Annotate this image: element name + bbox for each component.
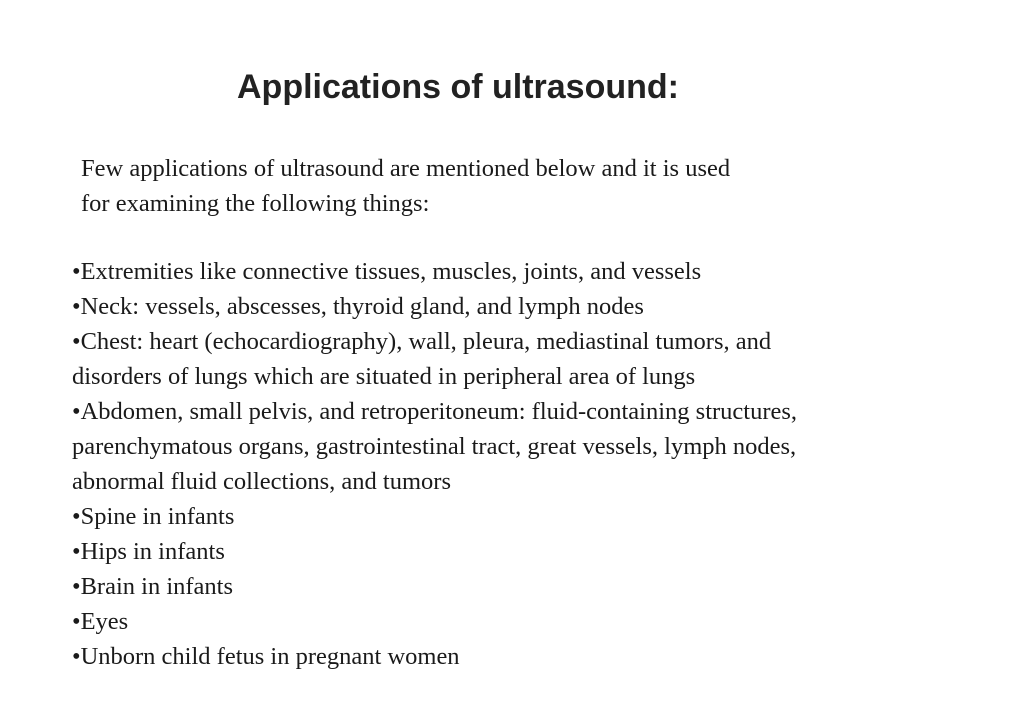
list-item-line: •Spine in infants: [72, 503, 235, 530]
list-item-line: disorders of lungs which are situated in peripheral area of lungs: [72, 363, 696, 390]
list-item-line: •Eyes: [72, 608, 129, 635]
list-item-line: •Neck: vessels, abscesses, thyroid gland, and lymph nodes: [72, 293, 644, 320]
intro-line: for examining the following things:: [81, 190, 430, 217]
list-item-brain: [72, 569, 797, 604]
list-item-line: •Unborn child fetus in pregnant women: [72, 643, 460, 670]
list-item-line: •Hips in infants: [72, 538, 225, 565]
list-item-neck: [72, 289, 797, 324]
list-item-line: parenchymatous organs, gastrointestinal tract, great vessels, lymph nodes,: [72, 433, 797, 460]
list-item-fetus: [72, 639, 797, 674]
list-item-chest: [72, 324, 797, 394]
list-item-abdomen: [72, 394, 797, 499]
list-item-line: •Abdomen, small pelvis, and retroperitoneum: fluid-containing structures,: [72, 398, 798, 425]
list-item-eyes: [72, 604, 797, 639]
list-item-line: abnormal fluid collections, and tumors: [72, 468, 451, 495]
slide-title: Applications of ultrasound:: [237, 68, 679, 106]
list-item-line: •Chest: heart (echocardiography), wall, pleura, mediastinal tumors, and: [72, 328, 772, 355]
list-item-spine: [72, 499, 797, 534]
intro-line: Few applications of ultrasound are mentioned below and it is used: [81, 155, 731, 182]
list-item-line: •Brain in infants: [72, 573, 233, 600]
list-item-line: •Extremities like connective tissues, muscles, joints, and vessels: [72, 258, 702, 285]
applications-list: [72, 254, 797, 674]
list-item-hips: [72, 534, 797, 569]
list-item-extremities: [72, 254, 797, 289]
intro-paragraph: [81, 151, 730, 221]
